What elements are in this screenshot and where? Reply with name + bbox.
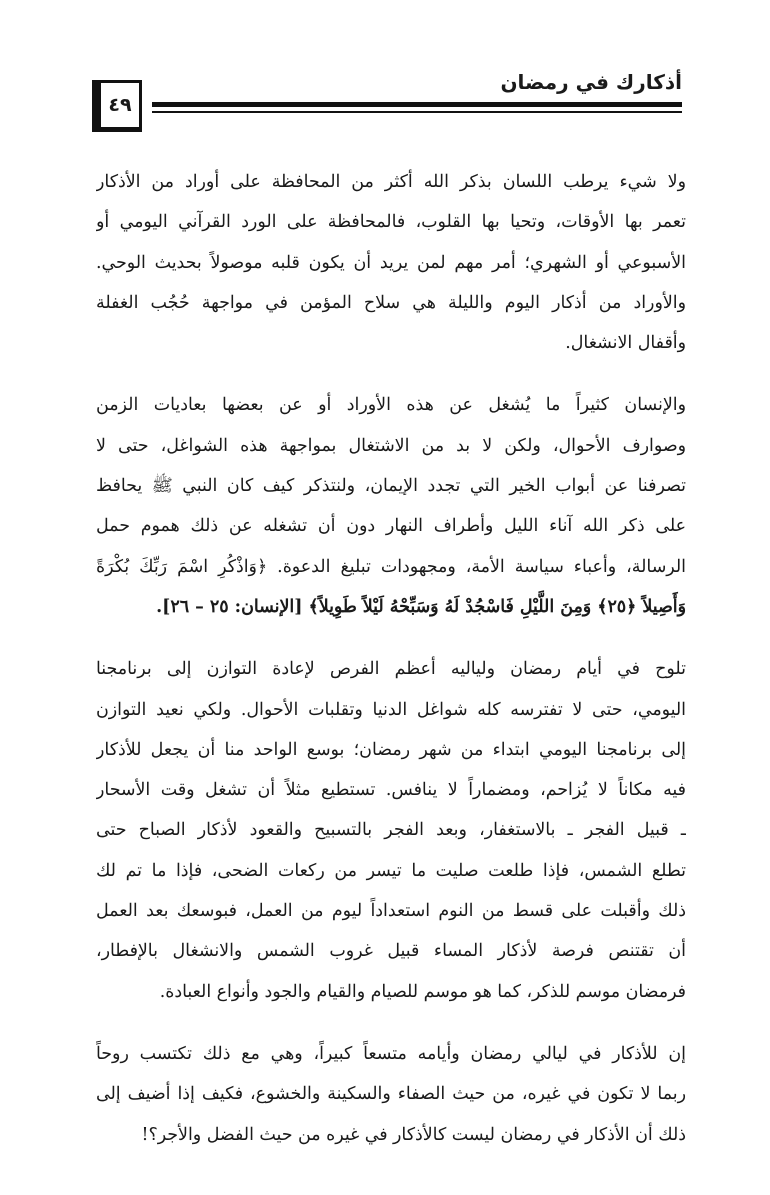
- text-line: تعمر بها الأوقات، وتحيا بها القلوب، فالمحافظة على الورد القرآني اليومي أو: [96, 212, 686, 233]
- text-line: الرسالة، وأعباء سياسة الأمة، ومجهودات تبليغ الدعوة. ﴿وَاذْكُرِ اسْمَ رَبِّكَ بُكْرَةً: [96, 556, 686, 577]
- text-line: الأسبوعي أو الشهري؛ أمر مهم لمن يريد أن يكون قلبه موصولاً بحديث الوحي.: [96, 252, 686, 273]
- text-line: وصوارف الأحوال، ولكن لا بد من الاشتغال بمواجهة هذه الشواغل، حتى لا: [96, 435, 686, 456]
- paragraph-2: [96, 385, 686, 627]
- text-line: تطلع الشمس، فإذا طلعت صليت ما تيسر من ركعات الضحى، فإذا ما تم لك: [96, 860, 686, 881]
- text-line: فيه مكاناً لا يُزاحم، ومضماراً لا ينافس. تستطيع مثلاً أن تشغل وقت الأسحار: [96, 780, 686, 801]
- text-line: على ذكر الله آناء الليل وأطراف النهار دون أن تشغله عن ذلك هموم حمل: [96, 516, 686, 537]
- paragraph-1: [96, 162, 686, 363]
- page-number: ٤٩: [108, 94, 132, 116]
- header-rule-thick: [152, 102, 682, 107]
- running-title: أذكارك في رمضان: [500, 70, 682, 94]
- page-body: [96, 162, 686, 1177]
- text-line: تلوح في أيام رمضان ولياليه أعظم الفرص لإعادة التوازن إلى برنامجنا: [96, 659, 686, 680]
- paragraph-3: [96, 649, 686, 1012]
- text-line: ـ قبيل الفجر ـ بالاستغفار، وبعد الفجر بالتسبيح والقعود لأذكار الصباح حتى: [96, 820, 686, 841]
- text-line: ولا شيء يرطب اللسان بذكر الله أكثر من المحافظة على أوراد من الأذكار: [96, 172, 686, 192]
- text-line: ربما لا تكون في غيره، من حيث الصفاء والسكينة والخشوع، فكيف إذا أضيف إلى: [96, 1084, 686, 1105]
- text-line: ذلك وأقبلت على قسط من النوم استعداداً ليوم من العمل، فبوسعك بعد العمل: [96, 901, 686, 922]
- text-line: وأقفال الانشغال.: [565, 333, 686, 354]
- text-line: فرمضان موسم للذكر، كما هو موسم للصيام والقيام والجود وأنواع العبادة.: [159, 981, 686, 1002]
- text-line: أن تقتنص فرصة لأذكار المساء قبيل غروب الشمس والانشغال بالإفطار،: [96, 941, 686, 962]
- text-line: والأوراد من أذكار اليوم والليلة هي سلاح المؤمن في مواجهة حُجُب الغفلة: [96, 292, 686, 313]
- page-header: [92, 62, 682, 140]
- text-line: اليومي، حتى لا تفترسه كله شواغل الدنيا وتقلبات الأحوال. ولكي نعيد التوازن: [96, 699, 686, 720]
- paragraph-4: [96, 1034, 686, 1155]
- header-rule-thin: [152, 111, 682, 113]
- page-number-box: [92, 80, 142, 132]
- text-line: تصرفنا عن أبواب الخير التي تجدد الإيمان، ولنتذكر كيف كان النبي ﷺ يحافظ: [96, 476, 686, 497]
- text-line: إن للأذكار في ليالي رمضان وأيامه متسعاً كبيراً، وهي مع ذلك تكتسب روحاً: [96, 1043, 686, 1064]
- text-line: إلى برنامجنا اليومي ابتداء من شهر رمضان؛ بوسع الواحد منا أن يجعل للأذكار: [96, 739, 686, 760]
- quran-verse-line: وَأَصِيلاً ﴿٢٥﴾ وَمِنَ اللَّيْلِ فَاسْجُدْ لَهُ وَسَبِّحْهُ لَيْلاً طَوِيلاً﴾ [الإنسان: ٢٥ – ٢٦].: [156, 596, 686, 617]
- text-line: والإنسان كثيراً ما يُشغل عن هذه الأوراد أو عن بعضها بعاديات الزمن: [96, 395, 686, 416]
- text-line: ذلك أن الأذكار في رمضان ليست كالأذكار في غيره من حيث الفضل والأجر؟!: [141, 1124, 686, 1145]
